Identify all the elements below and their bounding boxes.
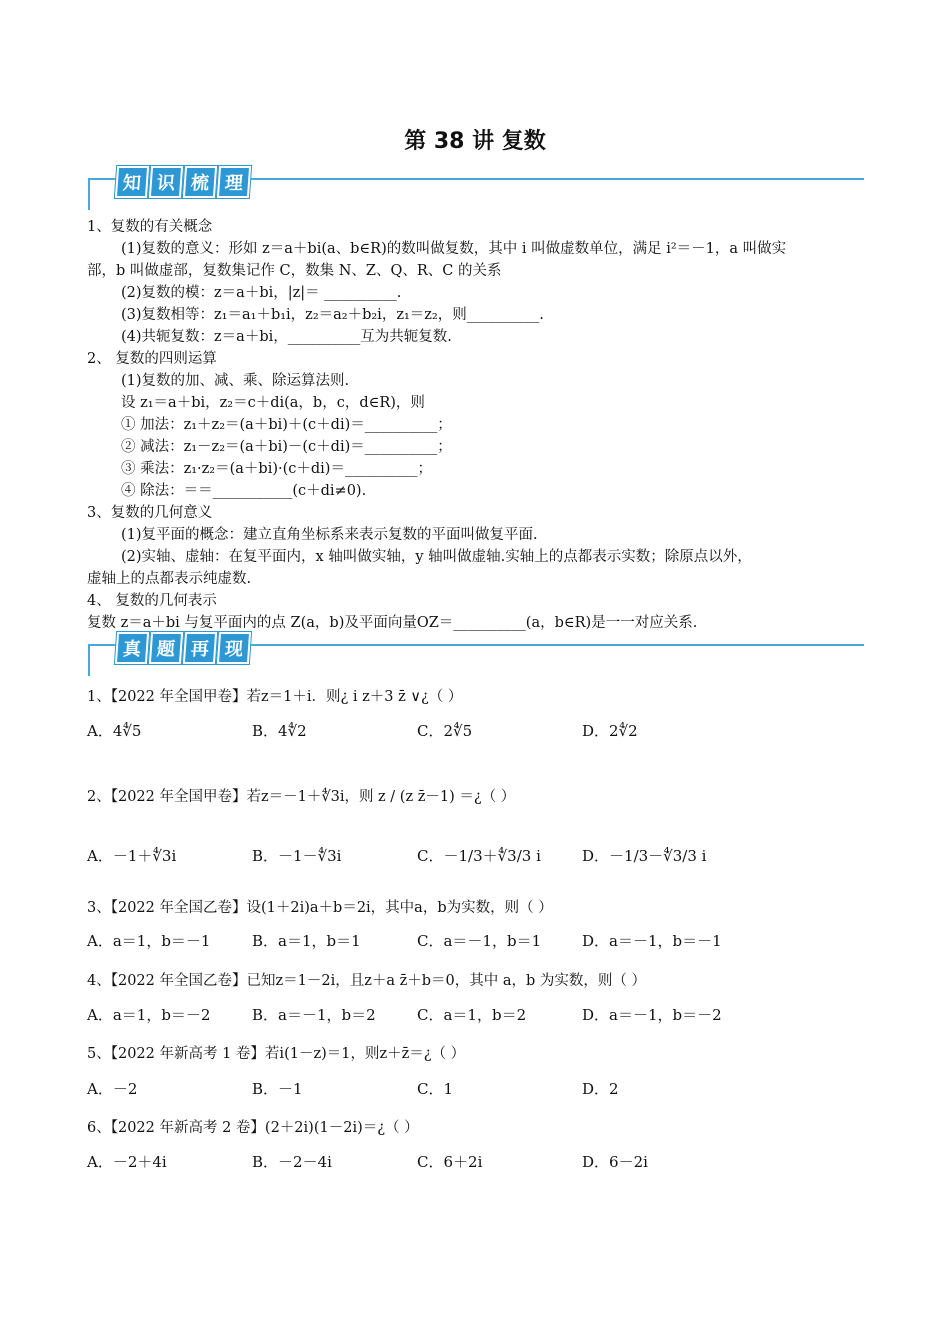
option-c: C．1 — [417, 1080, 454, 1098]
option-d: D．－1/3－∜3/3 i — [582, 847, 707, 865]
option-a: A．a＝1，b＝－2 — [87, 1006, 211, 1024]
banner-char: 真 — [115, 632, 149, 664]
banner-char: 知 — [115, 166, 149, 198]
banner-char: 题 — [149, 632, 183, 664]
knowledge-line: (1)复数的加、减、乘、除运算法则. — [121, 373, 350, 389]
knowledge-line: 1、复数的有关概念 — [87, 219, 213, 235]
knowledge-line: 虚轴上的点都表示纯虚数. — [87, 571, 252, 587]
banner-tick — [88, 180, 90, 210]
option-a: A．－2 — [87, 1080, 138, 1098]
knowledge-line: 设 z₁＝a＋bi，z₂＝c＋di(a，b，c，d∈R)，则 — [121, 395, 425, 411]
knowledge-line: 4、 复数的几何表示 — [87, 593, 217, 609]
knowledge-content — [87, 216, 867, 634]
banner-char: 理 — [217, 166, 251, 198]
banner-tick — [88, 646, 90, 676]
option-d: D．a＝－1，b＝－1 — [582, 932, 722, 950]
option-c: C．a＝－1，b＝1 — [417, 932, 542, 950]
question-4-stem: 4、【2022 年全国乙卷】已知z＝1－2i，且z＋a z̄＋b＝0，其中 a，b 为实数，则（ ） — [87, 973, 647, 989]
knowledge-line: 复数 z＝a＋bi 与复平面内的点 Z(a，b)及平面向量OZ＝__________(a，b∈R)是一一对应关系. — [87, 615, 698, 631]
banner-char: 梳 — [183, 166, 217, 198]
knowledge-line: ① 加法：z₁＋z₂＝(a＋bi)＋(c＋di)＝__________； — [121, 417, 452, 433]
knowledge-line: (4)共轭复数：z＝a＋bi，__________互为共轭复数. — [121, 329, 452, 345]
banner-char: 现 — [217, 632, 251, 664]
option-b: B．a＝－1，b＝2 — [252, 1006, 376, 1024]
knowledge-line: 2、 复数的四则运算 — [87, 351, 217, 367]
banner-char: 识 — [149, 166, 183, 198]
option-c: C．6＋2i — [417, 1153, 483, 1171]
option-d: D．a＝－1，b＝－2 — [582, 1006, 722, 1024]
banner-char: 再 — [183, 632, 217, 664]
option-b: B．－2－4i — [252, 1153, 332, 1171]
option-c: C．a＝1，b＝2 — [417, 1006, 527, 1024]
question-6-stem: 6、【2022 年新高考 2 卷】(2＋2i)(1－2i)＝¿（ ） — [87, 1120, 419, 1136]
option-d: D．6－2i — [582, 1153, 648, 1171]
question-3-stem: 3、【2022 年全国乙卷】设(1＋2i)a＋b＝2i，其中a，b为实数，则（ ） — [87, 900, 553, 916]
knowledge-line: (2)复数的模：z＝a＋bi，|z|＝ __________. — [121, 285, 402, 301]
knowledge-line: (2)实轴、虚轴：在复平面内，x 轴叫做实轴，y 轴叫做虚轴.实轴上的点都表示实数；除原点以外， — [121, 549, 752, 565]
knowledge-line: 3、复数的几何意义 — [87, 505, 213, 521]
banner-tiles — [116, 632, 250, 664]
option-a: A．a＝1，b＝－1 — [87, 932, 211, 950]
knowledge-line: ④ 除法：＝＝___________(c＋di≠0). — [121, 483, 367, 499]
option-a: A．－1＋∜3i — [87, 847, 177, 865]
option-b: B．－1－∜3i — [252, 847, 342, 865]
option-b: B．－1 — [252, 1080, 303, 1098]
question-5-stem: 5、【2022 年新高考 1 卷】若i(1－z)＝1，则z＋z̄＝¿（ ） — [87, 1046, 466, 1062]
option-b: B．4∜2 — [252, 722, 307, 740]
option-c: C．2∜5 — [417, 722, 473, 740]
question-2-stem: 2、【2022 年全国甲卷】若z＝－1＋∜3i，则 z / (z z̄－1) ＝¿（ ） — [87, 789, 516, 805]
section-banner-knowledge — [88, 166, 864, 206]
knowledge-line: ② 减法：z₁－z₂＝(a＋bi)－(c＋di)＝__________； — [121, 439, 452, 455]
banner-hook — [88, 178, 118, 180]
knowledge-line: ③ 乘法：z₁·z₂＝(a＋bi)·(c＋di)＝__________； — [121, 461, 432, 477]
option-a: A．4∜5 — [87, 722, 142, 740]
section-banner-exam — [88, 632, 864, 672]
option-a: A．－2＋4i — [87, 1153, 167, 1171]
banner-tiles — [116, 166, 250, 198]
page-title: 第 38 讲 复数 — [404, 129, 546, 154]
knowledge-line: (1)复数的意义：形如 z＝a＋bi(a、b∈R)的数叫做复数，其中 i 叫做虚数单位，满足 i²＝－1，a 叫做实 — [121, 241, 787, 257]
knowledge-line: (3)复数相等：z₁＝a₁＋b₁i，z₂＝a₂＋b₂i，z₁＝z₂，则__________. — [121, 307, 544, 323]
option-c: C．－1/3＋∜3/3 i — [417, 847, 541, 865]
knowledge-line: 部，b 叫做虚部，复数集记作 C，数集 N、Z、Q、R、C 的关系 — [87, 263, 502, 279]
option-d: D．2 — [582, 1080, 619, 1098]
option-d: D．2∜2 — [582, 722, 638, 740]
knowledge-line: (1)复平面的概念：建立直角坐标系来表示复数的平面叫做复平面. — [121, 527, 538, 543]
question-1-stem: 1、【2022 年全国甲卷】若z＝1＋i．则¿ i z＋3 z̄ ∨¿（ ） — [87, 689, 463, 705]
option-b: B．a＝1，b＝1 — [252, 932, 361, 950]
banner-hook — [88, 644, 118, 646]
